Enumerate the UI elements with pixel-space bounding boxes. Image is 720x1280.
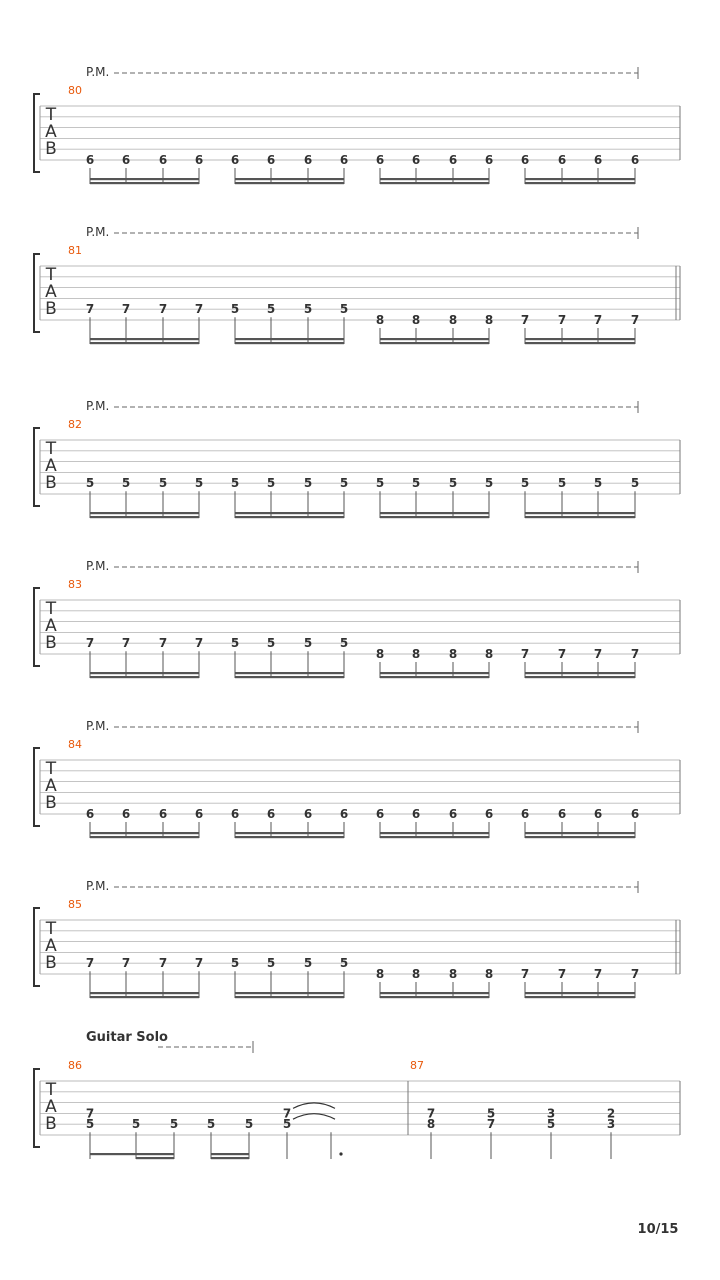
fret-number: 5	[303, 636, 313, 651]
fret-number: 5	[557, 476, 567, 491]
fret-number: 6	[339, 153, 349, 167]
beam-secondary	[380, 342, 489, 344]
fret-number: 7	[121, 636, 131, 651]
beam-secondary	[90, 182, 199, 184]
tab-clef-letter: B	[45, 139, 57, 159]
palm-mute-label: P.M.	[86, 879, 110, 893]
fret-number: 6	[375, 153, 385, 167]
fret-number: 6	[194, 153, 204, 167]
system-bracket	[34, 908, 40, 986]
tab-clef-letter: B	[45, 633, 57, 653]
tab-clef-letter: T	[45, 439, 57, 459]
beam-primary	[380, 338, 489, 340]
fret-number: 5	[339, 302, 349, 317]
beam-secondary	[525, 996, 635, 998]
measure-number: 81	[68, 244, 82, 257]
fret-number: 5	[339, 636, 349, 651]
fret-number: 6	[448, 153, 458, 167]
tab-clef-letter: A	[45, 776, 57, 796]
fret-number: 7	[85, 956, 95, 971]
fret-number: 5	[303, 302, 313, 317]
system-bracket	[34, 748, 40, 826]
beam-primary	[90, 672, 199, 674]
beam-secondary	[525, 516, 635, 518]
tab-clef-letter: B	[45, 793, 57, 813]
beam-secondary	[525, 676, 635, 678]
beam-primary	[525, 992, 635, 994]
beam-secondary	[235, 342, 344, 344]
page-number: 10/15	[637, 1222, 679, 1237]
fret-number: 7	[520, 967, 530, 981]
fret-number: 7	[593, 313, 603, 327]
fret-number: 5	[121, 476, 131, 491]
fret-number: 2	[606, 1106, 616, 1121]
augmentation-dot	[339, 1152, 342, 1155]
fret-number: 8	[411, 647, 421, 661]
fret-number: 5	[85, 1117, 95, 1132]
fret-number: 8	[375, 967, 385, 981]
fret-number: 6	[484, 807, 494, 821]
fret-number: 5	[230, 476, 240, 491]
fret-number: 7	[486, 1117, 496, 1132]
beam-secondary	[90, 836, 199, 838]
beam-secondary	[235, 516, 344, 518]
fret-number: 7	[630, 647, 640, 661]
system-bracket	[34, 1069, 40, 1147]
fret-number: 6	[520, 807, 530, 821]
fret-number: 6	[630, 807, 640, 821]
measure-number: 82	[68, 418, 82, 431]
fret-number: 7	[557, 647, 567, 661]
fret-number: 6	[158, 807, 168, 821]
fret-number: 5	[339, 956, 349, 971]
beam-secondary	[235, 182, 344, 184]
fret-number: 8	[426, 1117, 436, 1132]
fret-number: 5	[486, 1106, 496, 1121]
measure-number: 84	[68, 738, 82, 751]
fret-number: 6	[520, 153, 530, 167]
beam-primary	[380, 512, 489, 514]
beam-secondary	[380, 182, 489, 184]
fret-number: 5	[266, 956, 276, 971]
fret-number: 5	[206, 1117, 216, 1132]
fret-number: 7	[121, 956, 131, 971]
fret-number: 6	[448, 807, 458, 821]
beam-secondary	[380, 516, 489, 518]
fret-number: 6	[85, 807, 95, 821]
fret-number: 7	[158, 302, 168, 317]
beam-primary	[525, 178, 635, 180]
fret-number: 7	[194, 636, 204, 651]
fret-number: 8	[375, 313, 385, 327]
measure-number: 87	[410, 1059, 424, 1072]
fret-number: 7	[85, 302, 95, 317]
beam-secondary	[211, 1157, 249, 1159]
section-title: Guitar Solo	[86, 1030, 168, 1045]
fret-number: 8	[484, 313, 494, 327]
system-bracket	[34, 588, 40, 666]
beam-secondary	[525, 182, 635, 184]
fret-number: 5	[131, 1117, 141, 1132]
fret-number: 7	[426, 1106, 436, 1121]
beam-primary	[380, 832, 489, 834]
fret-number: 8	[411, 967, 421, 981]
fret-number: 6	[593, 807, 603, 821]
fret-number: 5	[230, 302, 240, 317]
beam-primary	[235, 338, 344, 340]
fret-number: 7	[557, 967, 567, 981]
fret-number: 5	[630, 476, 640, 491]
fret-number: 6	[158, 153, 168, 167]
fret-number: 5	[448, 476, 458, 491]
measure-number: 80	[68, 84, 82, 97]
fret-number: 7	[593, 647, 603, 661]
fret-number: 8	[411, 313, 421, 327]
fret-number: 3	[606, 1117, 616, 1132]
beam-primary	[235, 832, 344, 834]
fret-number: 6	[411, 807, 421, 821]
tie-arc	[293, 1103, 335, 1109]
fret-number: 7	[282, 1106, 292, 1121]
fret-number: 7	[520, 647, 530, 661]
fret-number: 5	[339, 476, 349, 491]
tab-clef-letter: T	[45, 105, 57, 125]
fret-number: 7	[158, 636, 168, 651]
measure-number: 86	[68, 1059, 82, 1072]
fret-number: 6	[411, 153, 421, 167]
fret-number: 6	[266, 807, 276, 821]
fret-number: 6	[303, 807, 313, 821]
fret-number: 7	[194, 956, 204, 971]
beam-secondary	[380, 676, 489, 678]
fret-number: 7	[557, 313, 567, 327]
fret-number: 5	[484, 476, 494, 491]
fret-number: 5	[303, 956, 313, 971]
palm-mute-label: P.M.	[86, 559, 110, 573]
beam-primary	[525, 672, 635, 674]
beam-primary	[90, 338, 199, 340]
fret-number: 7	[630, 967, 640, 981]
beam-primary	[211, 1153, 249, 1155]
fret-number: 5	[411, 476, 421, 491]
measure-number: 83	[68, 578, 82, 591]
beam-secondary	[380, 836, 489, 838]
fret-number: 3	[546, 1106, 556, 1121]
tab-clef-letter: T	[45, 759, 57, 779]
measure-number: 85	[68, 898, 82, 911]
tab-clef-letter: A	[45, 456, 57, 476]
beam-primary	[90, 992, 199, 994]
fret-number: 6	[557, 807, 567, 821]
beam-primary	[525, 832, 635, 834]
system-bracket	[34, 428, 40, 506]
tab-clef-letter: A	[45, 282, 57, 302]
beam-primary	[525, 338, 635, 340]
palm-mute-label: P.M.	[86, 65, 110, 79]
fret-number: 6	[630, 153, 640, 167]
beam-primary	[380, 992, 489, 994]
beam-primary	[90, 1153, 174, 1155]
fret-number: 6	[557, 153, 567, 167]
fret-number: 7	[194, 302, 204, 317]
beam-secondary	[525, 342, 635, 344]
fret-number: 7	[593, 967, 603, 981]
beam-primary	[235, 512, 344, 514]
fret-number: 8	[448, 967, 458, 981]
fret-number: 6	[484, 153, 494, 167]
beam-primary	[90, 512, 199, 514]
fret-number: 7	[520, 313, 530, 327]
beam-primary	[90, 178, 199, 180]
beam-primary	[525, 512, 635, 514]
beam-secondary	[235, 996, 344, 998]
tab-clef-letter: T	[45, 1080, 57, 1100]
fret-number: 5	[85, 476, 95, 491]
beam-primary	[235, 178, 344, 180]
fret-number: 8	[484, 647, 494, 661]
fret-number: 5	[266, 636, 276, 651]
fret-number: 5	[230, 956, 240, 971]
fret-number: 7	[158, 956, 168, 971]
beam-secondary	[90, 996, 199, 998]
tab-clef-letter: B	[45, 299, 57, 319]
fret-number: 6	[339, 807, 349, 821]
fret-number: 6	[230, 153, 240, 167]
palm-mute-label: P.M.	[86, 225, 110, 239]
beam-secondary	[235, 836, 344, 838]
beam-secondary	[90, 676, 199, 678]
beam-primary	[235, 672, 344, 674]
beam-secondary	[136, 1157, 174, 1159]
system-bracket	[34, 254, 40, 332]
fret-number: 5	[244, 1117, 254, 1132]
tab-clef-letter: B	[45, 1114, 57, 1134]
fret-number: 5	[194, 476, 204, 491]
tab-clef-letter: T	[45, 265, 57, 285]
fret-number: 6	[593, 153, 603, 167]
fret-number: 7	[85, 636, 95, 651]
fret-number: 7	[121, 302, 131, 317]
beam-secondary	[90, 516, 199, 518]
tab-clef-letter: A	[45, 1097, 57, 1117]
fret-number: 5	[593, 476, 603, 491]
fret-number: 5	[266, 302, 276, 317]
tab-clef-letter: T	[45, 919, 57, 939]
palm-mute-label: P.M.	[86, 719, 110, 733]
beam-primary	[90, 832, 199, 834]
beam-secondary	[525, 836, 635, 838]
fret-number: 5	[282, 1117, 292, 1132]
beam-secondary	[235, 676, 344, 678]
beam-primary	[380, 672, 489, 674]
fret-number: 5	[546, 1117, 556, 1132]
tab-clef-letter: B	[45, 473, 57, 493]
fret-number: 8	[448, 647, 458, 661]
tab-clef-letter: A	[45, 616, 57, 636]
fret-number: 5	[520, 476, 530, 491]
fret-number: 5	[230, 636, 240, 651]
beam-secondary	[90, 342, 199, 344]
beam-primary	[235, 992, 344, 994]
fret-number: 5	[266, 476, 276, 491]
fret-number: 5	[158, 476, 168, 491]
fret-number: 6	[85, 153, 95, 167]
tie-arc	[293, 1114, 335, 1120]
fret-number: 6	[230, 807, 240, 821]
fret-number: 6	[266, 153, 276, 167]
fret-number: 7	[85, 1106, 95, 1121]
beam-secondary	[380, 996, 489, 998]
fret-number: 8	[448, 313, 458, 327]
tab-clef-letter: A	[45, 122, 57, 142]
palm-mute-label: P.M.	[86, 399, 110, 413]
tab-clef-letter: B	[45, 953, 57, 973]
fret-number: 5	[303, 476, 313, 491]
fret-number: 6	[303, 153, 313, 167]
fret-number: 6	[121, 807, 131, 821]
system-bracket	[34, 94, 40, 172]
fret-number: 6	[194, 807, 204, 821]
fret-number: 6	[121, 153, 131, 167]
fret-number: 7	[630, 313, 640, 327]
fret-number: 8	[484, 967, 494, 981]
fret-number: 8	[375, 647, 385, 661]
fret-number: 5	[169, 1117, 179, 1132]
beam-primary	[380, 178, 489, 180]
fret-number: 6	[375, 807, 385, 821]
tab-clef-letter: A	[45, 936, 57, 956]
tab-clef-letter: T	[45, 599, 57, 619]
fret-number: 5	[375, 476, 385, 491]
